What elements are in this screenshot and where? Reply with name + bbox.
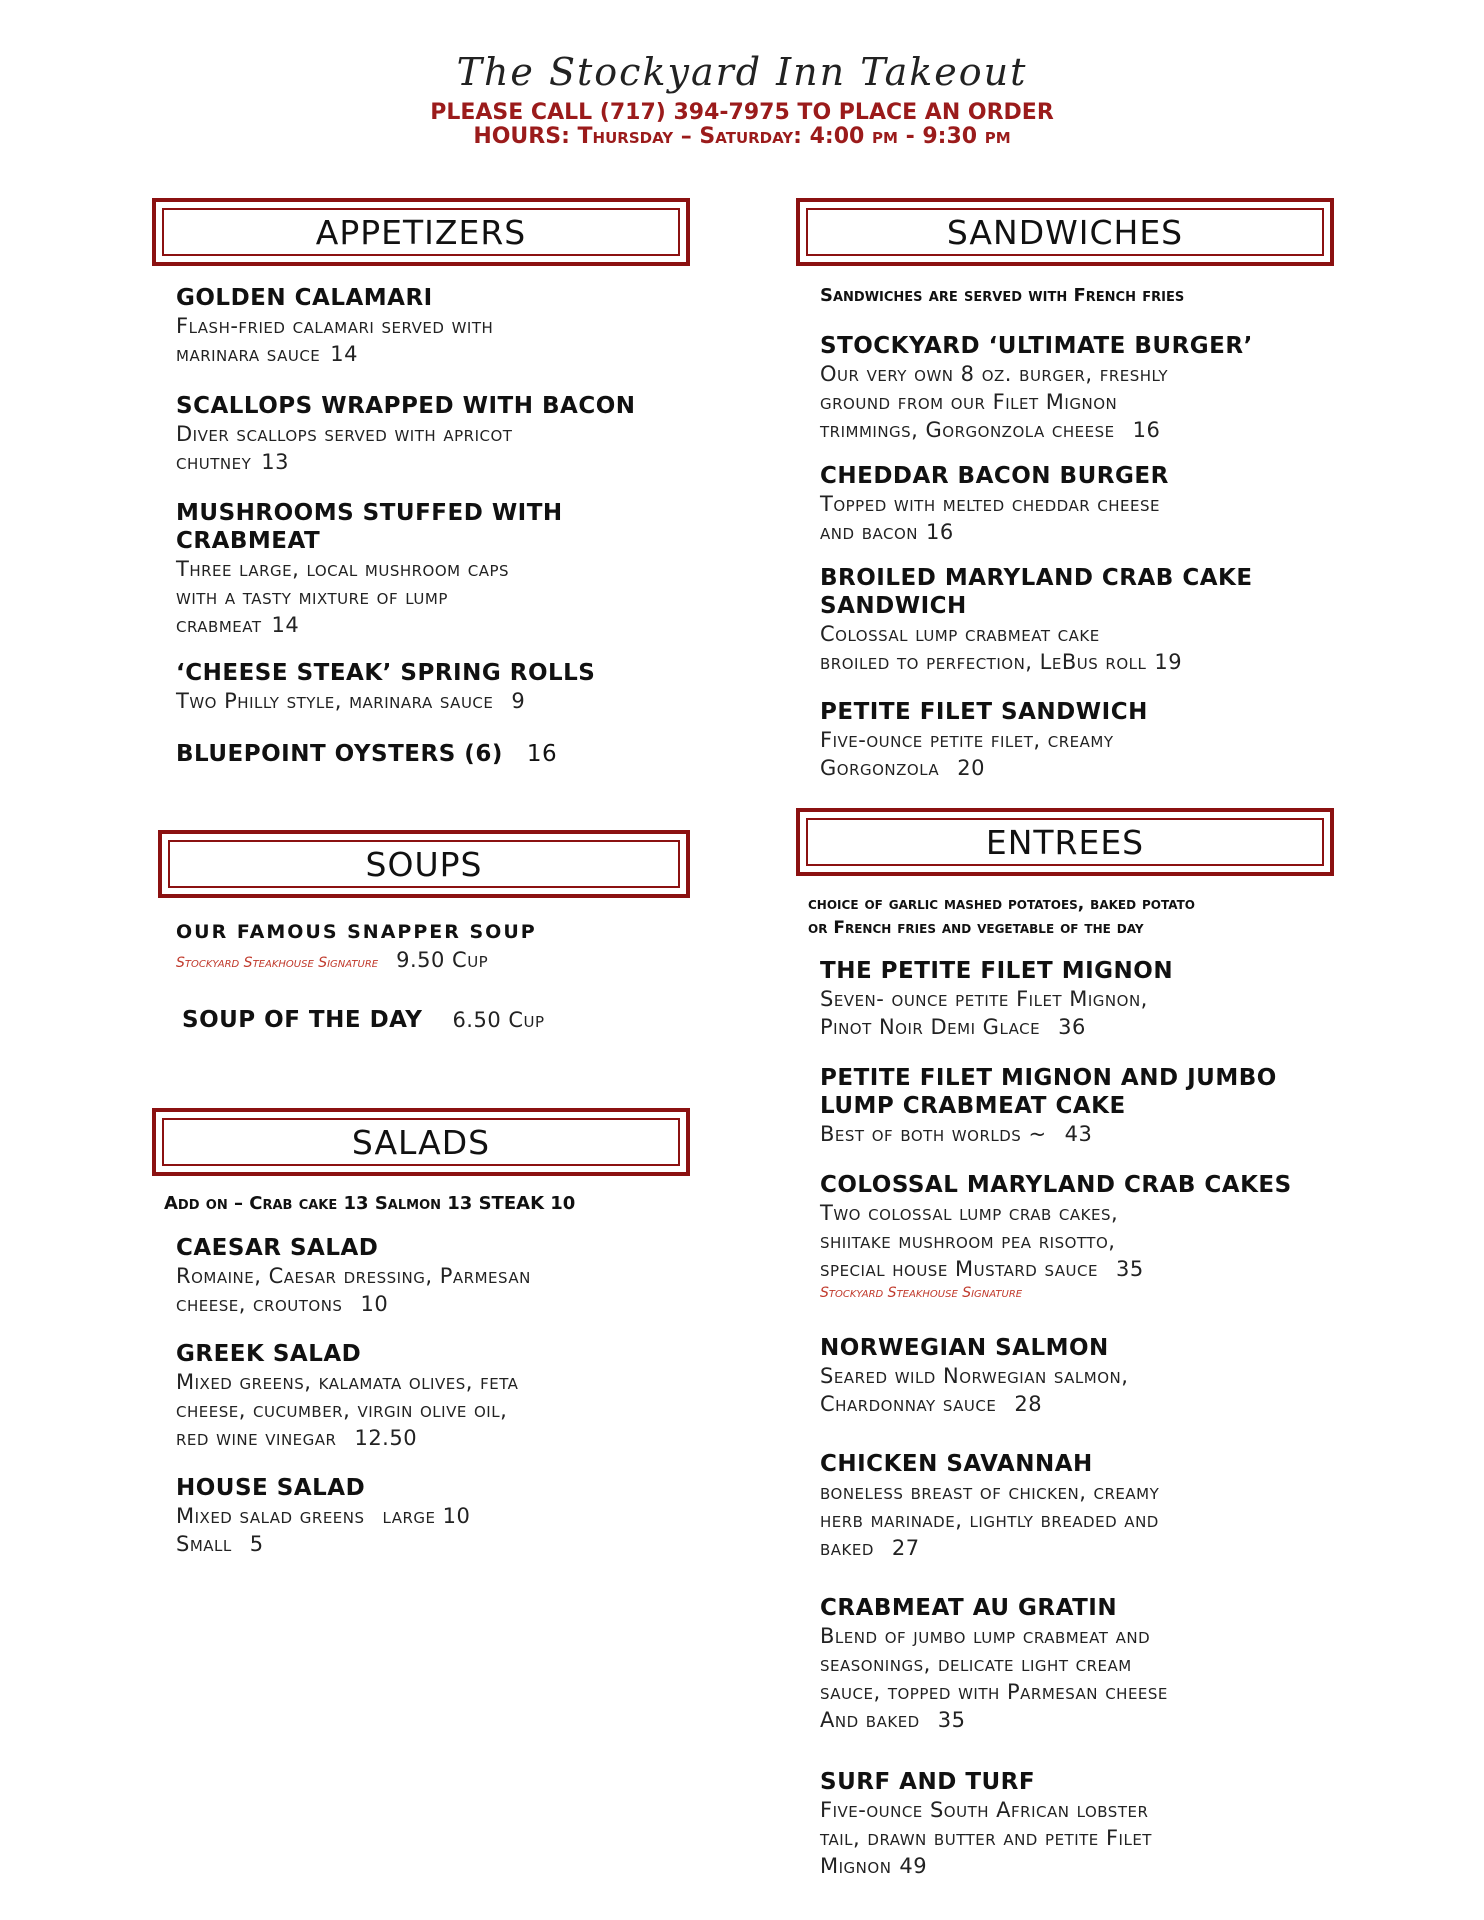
signature-label: Stockyard Steakhouse Signature xyxy=(176,955,379,971)
salads-title: SALADS xyxy=(351,1122,491,1162)
item-price: 13 xyxy=(261,450,289,474)
item-desc: marinara sauce xyxy=(176,342,321,366)
item-desc: Chardonnay sauce xyxy=(820,1392,997,1416)
item-price: 14 xyxy=(330,342,359,366)
item-desc: Gorgonzola xyxy=(820,756,940,780)
item-price: 20 xyxy=(957,756,985,780)
item-price: 6.50 Cup xyxy=(452,1008,545,1032)
item-name: THE PETITE FILET MIGNON xyxy=(820,958,1174,984)
item-price: 16 xyxy=(926,520,954,544)
soup-item xyxy=(176,918,537,974)
item-desc: Seven- ounce petite Filet Mignon, xyxy=(820,987,1148,1011)
salads-header xyxy=(152,1108,690,1176)
appetizer-item xyxy=(176,499,563,639)
item-desc: Small xyxy=(176,1532,232,1556)
item-desc: cheese, cucumber, virgin olive oil, xyxy=(176,1398,508,1422)
signature-label: Stockyard Steakhouse Signature xyxy=(820,1285,1023,1301)
item-desc: and bacon xyxy=(820,520,918,544)
menu-title: The Stockyard Inn Takeout xyxy=(456,50,1028,94)
sandwich-item xyxy=(820,698,1148,782)
item-price: 43 xyxy=(1064,1122,1093,1146)
salad-item xyxy=(176,1340,518,1452)
item-name: SANDWICH xyxy=(820,593,967,619)
salad-item xyxy=(176,1234,531,1318)
soups-header xyxy=(158,830,690,898)
item-desc: trimmings, Gorgonzola cheese xyxy=(820,418,1115,442)
sandwich-item xyxy=(820,332,1253,444)
entree-item xyxy=(820,1064,1277,1148)
item-desc: Best of both worlds ~ xyxy=(820,1122,1047,1146)
item-price: 16 xyxy=(1132,418,1161,442)
entrees-note: choice of garlic mashed potatoes, baked potato xyxy=(808,894,1195,914)
item-desc: Five-ounce South African lobster xyxy=(820,1798,1149,1822)
item-name: GREEK SALAD xyxy=(176,1341,362,1367)
phone-line: PLEASE CALL (717) 394-7975 TO PLACE AN ORDER xyxy=(430,100,1054,125)
item-name: BROILED MARYLAND CRAB CAKE xyxy=(820,565,1253,591)
item-name: SOUP OF THE DAY xyxy=(182,1007,423,1033)
item-desc: with a tasty mixture of lump xyxy=(176,585,448,609)
item-desc: cheese, croutons xyxy=(176,1292,343,1316)
entrees-title: ENTREES xyxy=(985,822,1145,862)
item-price: 5 xyxy=(249,1532,264,1556)
soups-title: SOUPS xyxy=(365,844,483,884)
item-desc: herb marinade, lightly breaded and xyxy=(820,1508,1159,1532)
item-name: SCALLOPS WRAPPED WITH BACON xyxy=(176,393,636,419)
item-desc: Colossal lump crabmeat cake xyxy=(820,622,1100,646)
soup-item xyxy=(182,1006,545,1034)
item-name: CHEDDAR BACON BURGER xyxy=(820,463,1169,489)
appetizer-item xyxy=(176,392,636,476)
item-desc: baked xyxy=(820,1536,874,1560)
entrees-header xyxy=(796,808,1334,876)
item-desc: Romaine, Caesar dressing, Parmesan xyxy=(176,1264,531,1288)
item-name: BLUEPOINT OYSTERS (6) xyxy=(176,741,503,767)
item-desc: seasonings, delicate light cream xyxy=(820,1652,1132,1676)
entrees-note: or French fries and vegetable of the day xyxy=(808,918,1144,938)
item-price: large 10 xyxy=(382,1504,471,1528)
item-desc: Flash-fried calamari served with xyxy=(176,314,494,338)
sandwich-item xyxy=(820,462,1169,546)
entree-item xyxy=(820,1594,1168,1734)
item-name: LUMP CRABMEAT CAKE xyxy=(820,1093,1126,1119)
item-name: PETITE FILET MIGNON AND JUMBO xyxy=(820,1065,1277,1091)
item-desc: Two colossal lump crab cakes, xyxy=(820,1201,1119,1225)
item-price: 49 xyxy=(899,1854,928,1878)
salad-item xyxy=(176,1474,470,1558)
item-price: 9 xyxy=(511,689,526,713)
item-name: OUR FAMOUS SNAPPER SOUP xyxy=(176,921,537,943)
item-price: 28 xyxy=(1014,1392,1043,1416)
item-name: COLOSSAL MARYLAND CRAB CAKES xyxy=(820,1172,1292,1198)
item-desc: boneless breast of chicken, creamy xyxy=(820,1480,1160,1504)
hours-line: HOURS: Thursday – Saturday: 4:00 pm - 9:30 pm xyxy=(473,124,1011,149)
appetizer-item xyxy=(176,284,493,368)
item-name: CAESAR SALAD xyxy=(176,1235,379,1261)
item-price: 12.50 xyxy=(354,1426,418,1450)
item-desc: Seared wild Norwegian salmon, xyxy=(820,1364,1129,1388)
item-desc: Two Philly style, marinara sauce xyxy=(176,689,494,713)
item-desc: Topped with melted cheddar cheese xyxy=(820,492,1161,516)
item-name: GOLDEN CALAMARI xyxy=(176,285,433,311)
item-name: MUSHROOMS STUFFED WITH xyxy=(176,500,563,526)
entree-item xyxy=(820,1768,1152,1880)
salad-addon-note: Add on – Crab cake 13 Salmon 13 STEAK 10 xyxy=(164,1193,576,1214)
item-name: HOUSE SALAD xyxy=(176,1475,366,1501)
item-name: ‘CHEESE STEAK’ SPRING ROLLS xyxy=(176,660,596,686)
item-desc: special house Mustard sauce xyxy=(820,1257,1098,1281)
item-desc: sauce, topped with Parmesan cheese xyxy=(820,1680,1168,1704)
item-name: CHICKEN SAVANNAH xyxy=(820,1451,1093,1477)
item-price: 35 xyxy=(937,1708,966,1732)
item-name: STOCKYARD ‘ULTIMATE BURGER’ xyxy=(820,333,1253,359)
sandwiches-note: Sandwiches are served with French fries xyxy=(820,285,1185,306)
item-desc: Our very own 8 oz. burger, freshly xyxy=(820,362,1169,386)
sandwich-item xyxy=(820,564,1253,676)
item-name: NORWEGIAN SALMON xyxy=(820,1335,1109,1361)
item-desc: Mignon xyxy=(820,1854,892,1878)
item-desc: Mixed salad greens xyxy=(176,1504,365,1528)
item-desc: Three large, local mushroom caps xyxy=(176,557,510,581)
appetizers-header xyxy=(152,198,690,266)
item-desc: Five-ounce petite filet, creamy xyxy=(820,728,1114,752)
item-price: 10 xyxy=(360,1292,389,1316)
item-name: PETITE FILET SANDWICH xyxy=(820,699,1148,725)
appetizers-title: APPETIZERS xyxy=(315,212,527,252)
item-price: 35 xyxy=(1116,1257,1144,1281)
item-desc: chutney xyxy=(176,450,252,474)
item-name: CRABMEAT xyxy=(176,528,321,554)
item-desc: And baked xyxy=(820,1708,920,1732)
item-desc: tail, drawn butter and petite Filet xyxy=(820,1826,1152,1850)
appetizer-item xyxy=(176,740,557,768)
entree-item xyxy=(820,1171,1292,1303)
sandwiches-header xyxy=(796,198,1334,266)
item-desc: Pinot Noir Demi Glace xyxy=(820,1015,1041,1039)
item-price: 36 xyxy=(1058,1015,1086,1039)
item-desc: broiled to perfection, LeBus roll xyxy=(820,650,1147,674)
item-name: SURF AND TURF xyxy=(820,1769,1036,1795)
item-desc: shiitake mushroom pea risotto, xyxy=(820,1229,1116,1253)
item-desc: Blend of jumbo lump crabmeat and xyxy=(820,1624,1151,1648)
item-desc: Diver scallops served with apricot xyxy=(176,422,513,446)
item-name: CRABMEAT AU GRATIN xyxy=(820,1595,1118,1621)
entree-item xyxy=(820,1334,1128,1418)
appetizer-item xyxy=(176,659,595,715)
entree-item xyxy=(820,1450,1159,1562)
item-desc: red wine vinegar xyxy=(176,1426,337,1450)
item-price: 9.50 Cup xyxy=(396,948,489,972)
item-price: 16 xyxy=(526,741,558,767)
item-price: 14 xyxy=(271,613,300,637)
item-desc: ground from our Filet Mignon xyxy=(820,390,1118,414)
entree-item xyxy=(820,957,1173,1041)
item-desc: crabmeat xyxy=(176,613,262,637)
item-price: 19 xyxy=(1154,650,1183,674)
item-price: 27 xyxy=(891,1536,920,1560)
sandwiches-title: SANDWICHES xyxy=(946,212,1184,252)
item-desc: Mixed greens, kalamata olives, feta xyxy=(176,1370,519,1394)
